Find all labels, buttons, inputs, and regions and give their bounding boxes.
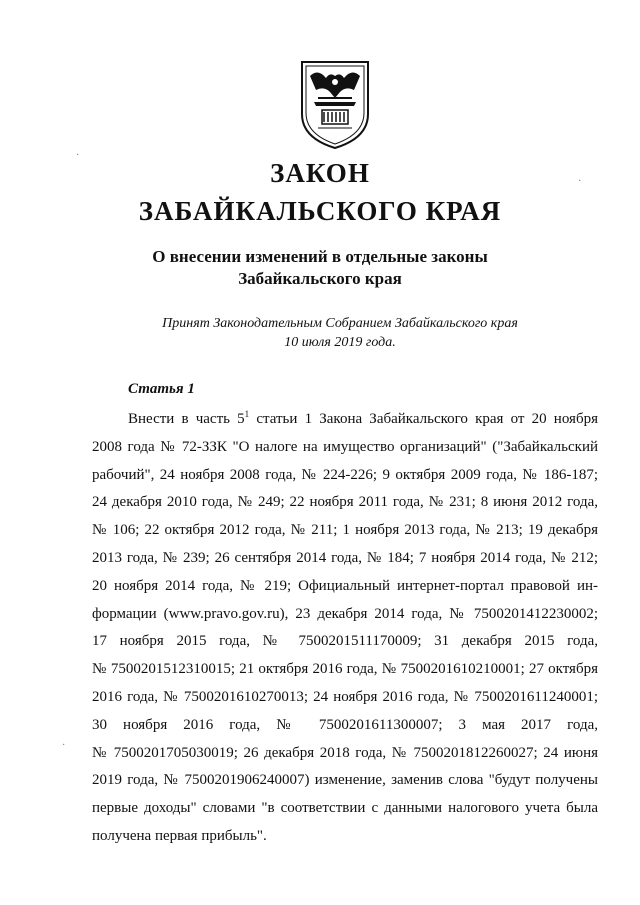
article-line: формации (www.pravo.gov.ru), 23 декабря 2014 года, № 7500201412230002; [92, 605, 598, 622]
superscript: 1 [244, 409, 250, 419]
article-body [92, 406, 598, 851]
adoption-date: 10 июля 2019 года. [284, 335, 396, 350]
article-line: № 7500201512310015; 21 октября 2016 года, № 7500201610210001; 27 октября [92, 661, 598, 678]
subtitle-line: Забайкальского края [238, 269, 402, 288]
coat-of-arms-icon [296, 58, 374, 150]
article-line: 2019 года, № 7500201906240007) изменение, заменив слова "будут получены [92, 772, 598, 789]
law-title: ЗАКОН [270, 158, 370, 188]
article-heading: Статья 1 [128, 381, 195, 397]
scan-speck: · [76, 150, 80, 161]
adoption-note [0, 314, 640, 352]
article-line: № 106; 22 октября 2012 года, № 211; 1 ноября 2013 года, № 213; 19 декабря [92, 522, 598, 539]
article-line: 2008 года № 72-ЗЗК "О налоге на имущество организаций" ("Забайкальский [92, 438, 598, 455]
article-line: № 7500201705030019; 26 декабря 2018 года, № 7500201812260027; 24 июня [92, 744, 598, 761]
adoption-line: Принят Законодательным Собранием Забайкальского края [162, 316, 518, 331]
article-line: рабочий", 24 ноября 2008 года, № 224-226; 9 октября 2009 года, № 186-187; [92, 466, 598, 483]
article-line: 30 ноября 2016 года, № 7500201611300007; 3 мая 2017 года, [92, 716, 598, 733]
article-line: 2016 года, № 7500201610270013; 24 ноября 2016 года, № 7500201611240001; [92, 688, 598, 705]
law-subtitle [0, 246, 640, 290]
article-line: Внести в часть $5^1$ статьи 1 Закона Забайкальского края от 20 ноября [128, 409, 598, 427]
scan-speck: · [578, 176, 582, 187]
scan-speck: · [62, 740, 66, 751]
article-line: получена первая прибыль". [92, 827, 267, 844]
article-line: 17 ноября 2015 года, № 7500201511170009; 31 декабря 2015 года, [92, 633, 598, 650]
subtitle-line: О внесении изменений в отдельные законы [152, 247, 488, 266]
article-line: 24 декабря 2010 года, № 249; 22 ноября 2011 года, № 231; 8 июня 2012 года, [92, 494, 598, 511]
law-region-title: ЗАБАЙКАЛЬСКОГО КРАЯ [138, 196, 502, 226]
article-line: 2013 года, № 239; 26 сентября 2014 года, № 184; 7 ноября 2014 года, № 212; [92, 549, 598, 566]
article-line: первые доходы" словами "в соответствии с данными налогового учета была [92, 800, 598, 817]
article-line: 20 ноября 2014 года, № 219; Официальный интернет-портал правовой ин- [92, 577, 598, 594]
